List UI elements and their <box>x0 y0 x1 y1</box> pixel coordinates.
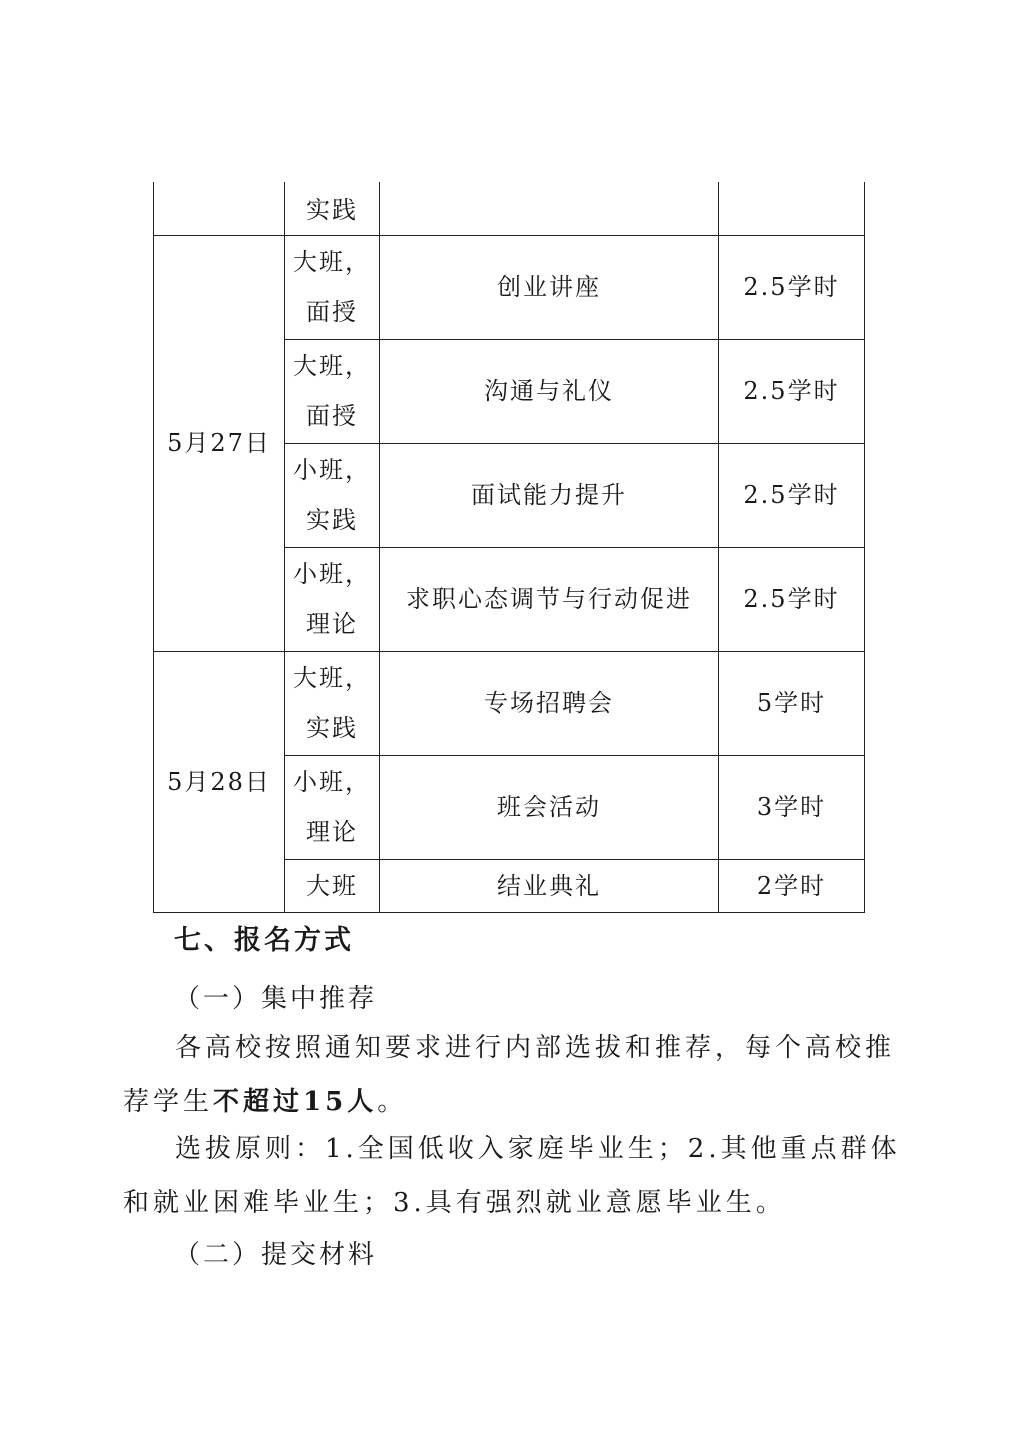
date-cell: 5月28日 <box>154 651 285 912</box>
mode-line-2: 实践 <box>306 714 358 742</box>
hours-cell: 2.5学时 <box>719 235 865 339</box>
topic-cell: 沟通与礼仪 <box>380 339 719 443</box>
mode-line-2: 理论 <box>306 610 358 638</box>
mode-line-1: 大班， <box>293 664 371 692</box>
mode-text: 实践 <box>306 195 358 224</box>
mode-line-1: 小班， <box>293 560 371 588</box>
paragraph: 选拔原则：1.全国低收入家庭毕业生；2.其他重点群体和就业困难毕业生；3.具有强烈就业意愿毕业生。 <box>123 1134 901 1218</box>
hours-cell: 2.5学时 <box>719 339 865 443</box>
mode-cell <box>285 651 380 755</box>
table-row <box>154 182 865 235</box>
hours-cell: 2.5学时 <box>719 443 865 547</box>
mode-line-1: 小班， <box>293 456 371 484</box>
mode-cell <box>285 339 380 443</box>
hours-cell <box>719 182 865 235</box>
mode-line-1: 大班， <box>293 352 371 380</box>
mode-line-1: 小班， <box>293 768 371 796</box>
table-row <box>154 651 865 755</box>
mode-line-2: 面授 <box>306 298 358 326</box>
mode-line-2: 面授 <box>306 402 358 430</box>
date-cell: 5月27日 <box>154 235 285 651</box>
paragraph-emphasis: 不超过15人 <box>213 1087 378 1117</box>
mode-cell <box>285 859 380 912</box>
topic-cell: 面试能力提升 <box>380 443 719 547</box>
topic-cell: 结业典礼 <box>380 859 719 912</box>
subsection-heading: （一）集中推荐 <box>174 984 378 1014</box>
hours-cell: 2.5学时 <box>719 547 865 651</box>
topic-cell: 求职心态调节与行动促进 <box>380 547 719 651</box>
paragraph-text: 。 <box>377 1087 408 1117</box>
topic-cell <box>380 182 719 235</box>
mode-line-2: 实践 <box>306 506 358 534</box>
mode-cell <box>285 235 380 339</box>
mode-line-1: 大班， <box>293 248 371 276</box>
hours-cell: 3学时 <box>719 755 865 859</box>
mode-cell <box>285 182 380 235</box>
mode-line-2: 理论 <box>306 818 358 846</box>
section-heading: 七、报名方式 <box>174 925 354 956</box>
mode-cell <box>285 755 380 859</box>
topic-cell: 专场招聘会 <box>380 651 719 755</box>
hours-cell: 2学时 <box>719 859 865 912</box>
topic-cell: 班会活动 <box>380 755 719 859</box>
topic-cell: 创业讲座 <box>380 235 719 339</box>
table-row <box>154 235 865 339</box>
date-cell <box>154 182 285 235</box>
hours-cell: 5学时 <box>719 651 865 755</box>
paragraph <box>123 1021 903 1129</box>
mode-cell <box>285 443 380 547</box>
mode-cell <box>285 547 380 651</box>
paragraph-text: 各高校按照通知要求进行内部选拔和推荐，每个高校推荐学生 <box>123 1033 896 1117</box>
subsection-heading: （二）提交材料 <box>174 1240 378 1270</box>
schedule-table <box>153 182 865 913</box>
mode-text: 大班 <box>306 871 358 900</box>
